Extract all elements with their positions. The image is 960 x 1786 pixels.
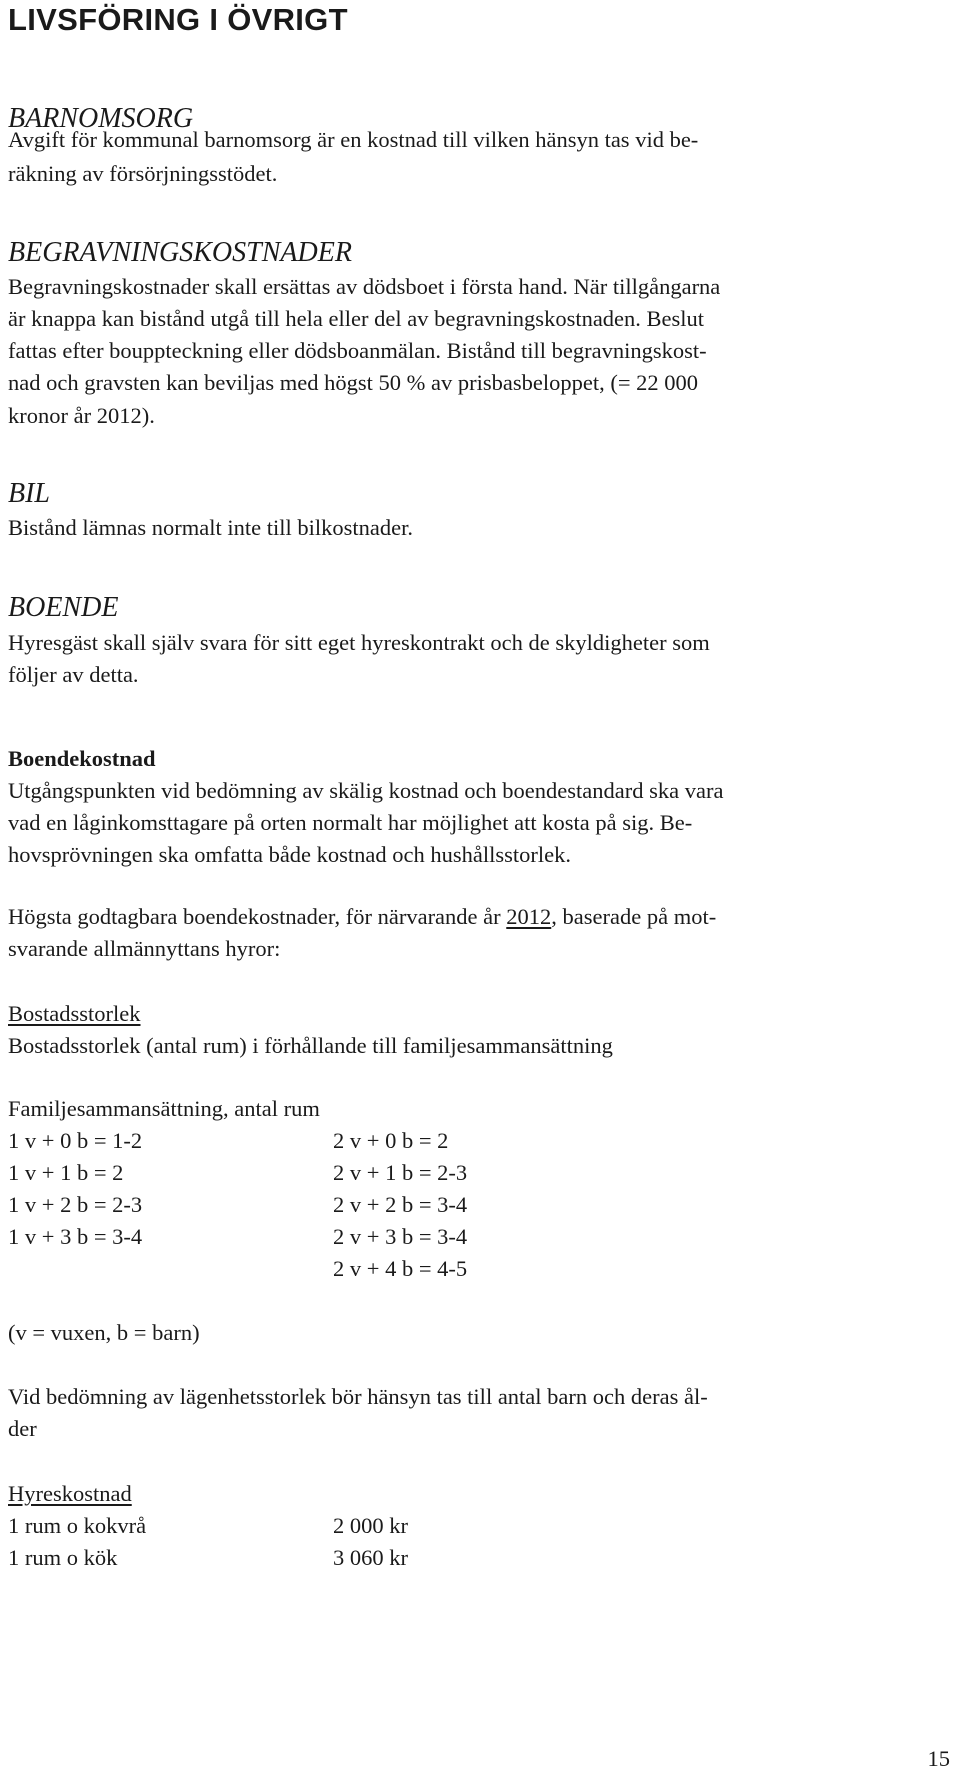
heading-hyreskostnad: Hyreskostnad xyxy=(8,1481,132,1506)
familj-col1-row-3: 1 v + 2 b = 2-3 xyxy=(8,1192,143,1217)
familj-legend: (v = vuxen, b = barn) xyxy=(8,1320,200,1345)
familj-col2-row-3: 2 v + 2 b = 3-4 xyxy=(333,1192,468,1217)
hyreskostnad-row-2-value: 3 060 kr xyxy=(333,1545,408,1570)
heading-boende: BOENDE xyxy=(8,592,119,623)
familj-col1-row-4: 1 v + 3 b = 3-4 xyxy=(8,1224,143,1249)
barnomsorg-line-2: räkning av försörjningsstödet. xyxy=(8,161,278,186)
lagenhet-line-1: Vid bedömning av lägenhetsstorlek bör hänsyn tas till antal barn och deras ål- xyxy=(8,1384,708,1409)
lagenhet-line-2: der xyxy=(8,1416,37,1441)
page-title: LIVSFÖRING I ÖVRIGT xyxy=(8,2,348,37)
familj-col1-row-2: 1 v + 1 b = 2 xyxy=(8,1160,124,1185)
familj-col2-row-4: 2 v + 3 b = 3-4 xyxy=(333,1224,468,1249)
heading-barnomsorg: BARNOMSORG xyxy=(8,103,194,134)
heading-bil: BIL xyxy=(8,478,50,509)
hyreskostnad-row-2-label: 1 rum o kök xyxy=(8,1545,118,1570)
begravning-line-1: Begravningskostnader skall ersättas av dödsboet i första hand. När tillgångarna xyxy=(8,274,721,299)
barnomsorg-line-1: Avgift för kommunal barnomsorg är en kostnad till vilken hänsyn tas vid be- xyxy=(8,127,699,152)
hogsta-post: , baserade på mot- xyxy=(551,904,717,929)
hogsta-year: 2012 xyxy=(506,904,552,929)
heading-boendekostnad: Boendekostnad xyxy=(8,746,156,771)
hogsta-pre: Högsta godtagbara boendekostnader, för närvarande år xyxy=(8,904,507,929)
begravning-line-4: nad och gravsten kan beviljas med högst 50 % av prisbasbeloppet, (= 22 000 xyxy=(8,370,699,395)
familj-col1-row-1: 1 v + 0 b = 1-2 xyxy=(8,1128,143,1153)
begravning-line-5: kronor år 2012). xyxy=(8,403,155,428)
heading-begravningskostnader: BEGRAVNINGSKOSTNADER xyxy=(8,237,352,268)
bil-text: Bistånd lämnas normalt inte till bilkostnader. xyxy=(8,515,413,540)
hogsta-line-2: svarande allmännyttans hyror: xyxy=(8,936,281,961)
bostadsstorlek-text: Bostadsstorlek (antal rum) i förhållande till familjesammansättning xyxy=(8,1033,613,1058)
heading-familjesammansattning: Familjesammansättning, antal rum xyxy=(8,1096,320,1121)
boendekostnad-line-3: hovsprövningen ska omfatta både kostnad och hushållsstorlek. xyxy=(8,842,572,867)
familj-col2-row-5: 2 v + 4 b = 4-5 xyxy=(333,1256,468,1281)
heading-bostadsstorlek: Bostadsstorlek xyxy=(8,1001,141,1026)
boendekostnad-line-1: Utgångspunkten vid bedömning av skälig kostnad och boendestandard ska vara xyxy=(8,778,724,803)
hyreskostnad-row-1-value: 2 000 kr xyxy=(333,1513,408,1538)
begravning-line-3: fattas efter bouppteckning eller dödsboanmälan. Bistånd till begravningskost- xyxy=(8,338,707,363)
boende-line-2: följer av detta. xyxy=(8,662,139,687)
familj-col2-row-2: 2 v + 1 b = 2-3 xyxy=(333,1160,468,1185)
hogsta-line-1 xyxy=(8,904,716,930)
hyreskostnad-row-1-label: 1 rum o kokvrå xyxy=(8,1513,147,1538)
familj-col2-row-1: 2 v + 0 b = 2 xyxy=(333,1128,449,1153)
page-number: 15 xyxy=(927,1746,950,1771)
begravning-line-2: är knappa kan bistånd utgå till hela eller del av begravningskostnaden. Beslut xyxy=(8,306,705,331)
boendekostnad-line-2: vad en låginkomsttagare på orten normalt har möjlighet att kosta på sig. Be- xyxy=(8,810,693,835)
boende-line-1: Hyresgäst skall själv svara för sitt eget hyreskontrakt och de skyldigheter som xyxy=(8,630,710,655)
